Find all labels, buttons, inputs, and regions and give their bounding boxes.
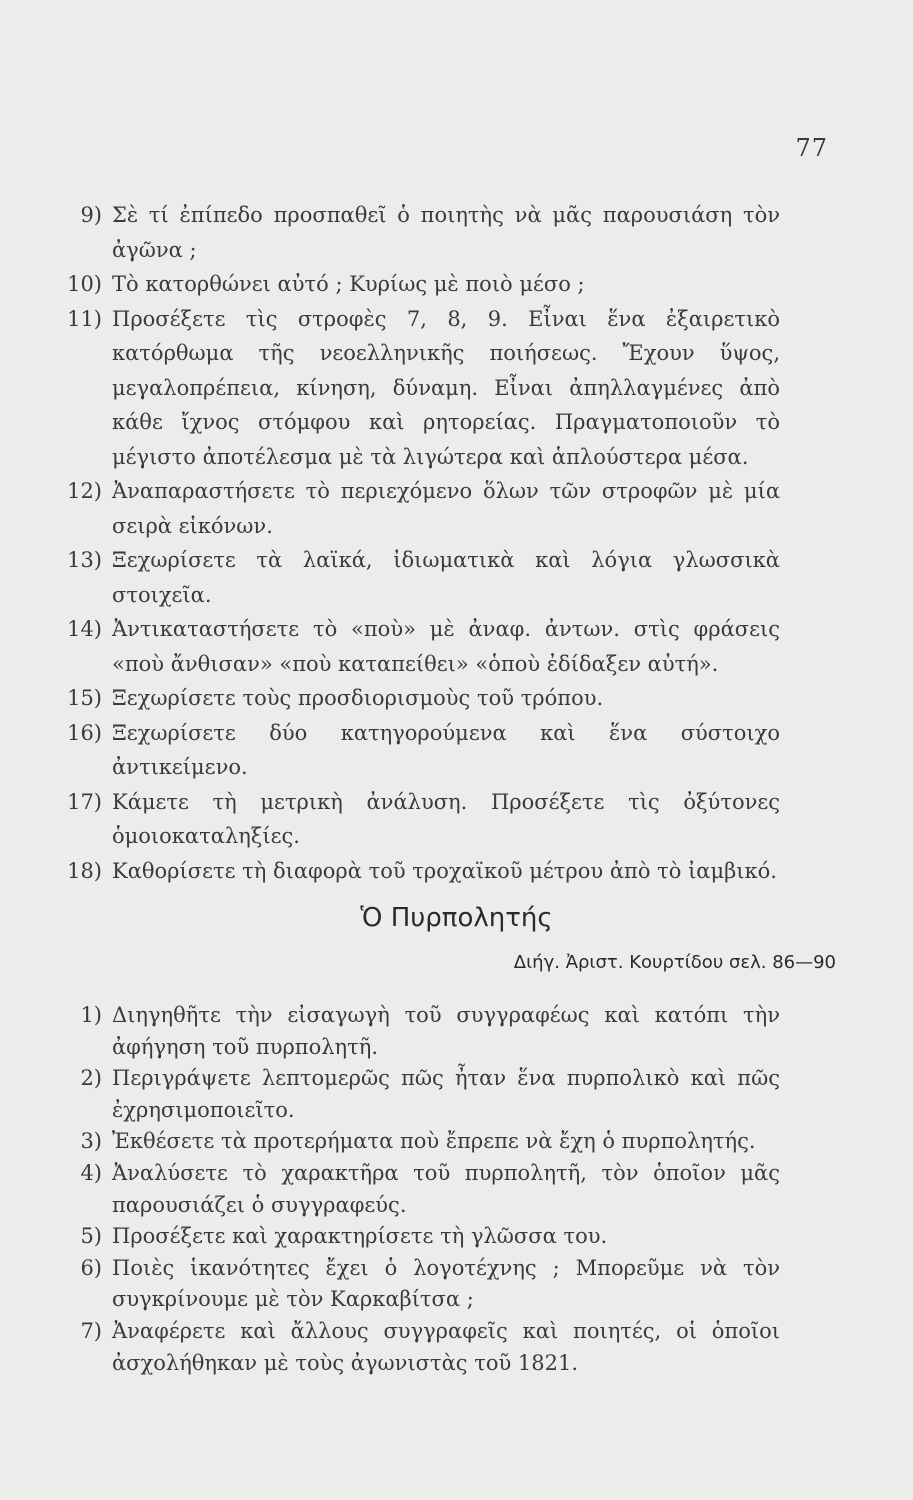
item-text: Ξεχωρίσετε τοὺς προσδιορισμοὺς τοῦ τρόπου. [112, 686, 604, 710]
list-item [0, 716, 913, 785]
item-text: Ἀναπαραστήσετε τὸ περιεχόμενο ὅλων τῶν στροφῶν μὲ μία σειρὰ εἰκόνων. [112, 479, 780, 538]
item-number: 4) [80, 1160, 102, 1185]
item-text: Ποιὲς ἱκανότητες ἔχει ὁ λογοτέχνης ; Μπορεῦμε νὰ τὸν συγκρίνουμε μὲ τὸν Καρκαβίτσα ; [112, 1255, 780, 1312]
item-number: 5) [80, 1224, 102, 1249]
list-item [0, 543, 913, 612]
item-text: Ἀναφέρετε καὶ ἄλλους συγγραφεῖς καὶ ποιητές, οἱ ὁποῖοι ἀσχολήθηκαν μὲ τοὺς ἀγωνιστὰς τοῦ 1821. [112, 1318, 780, 1375]
item-text: Προσέξετε καὶ χαρακτηρίσετε τὴ γλῶσσα του. [112, 1224, 608, 1249]
list-item [0, 198, 913, 267]
item-text: Καθορίσετε τὴ διαφορὰ τοῦ τροχαϊκοῦ μέτρου ἀπὸ τὸ ἰαμβικό. [112, 858, 777, 883]
item-number: 17) [67, 789, 102, 814]
list-item [0, 854, 913, 889]
item-text: Περιγράψετε λεπτομερῶς πῶς ἦταν ἕνα πυρπολικὸ καὶ πῶς ἐχρησιμοποιεῖτο. [112, 1066, 780, 1122]
item-number: 6) [80, 1255, 102, 1280]
item-number: 9) [80, 203, 102, 227]
item-number: 1) [80, 1003, 102, 1027]
item-number: 7) [80, 1318, 102, 1343]
item-number: 15) [67, 686, 102, 710]
item-number: 3) [80, 1129, 102, 1154]
item-number: 18) [67, 858, 102, 883]
item-text: Ἐκθέσετε τὰ προτερήματα ποὺ ἔπρεπε νὰ ἔχη ὁ πυρπολητής. [112, 1129, 756, 1154]
item-number: 16) [67, 720, 102, 745]
list-item [0, 302, 913, 475]
question-list-story [0, 1000, 913, 1379]
list-item [0, 1063, 913, 1126]
item-text: Κάμετε τὴ μετρικὴ ἀνάλυση. Προσέξετε τὶς ὀξύτονες ὁμοιοκαταληξίες. [112, 789, 780, 848]
item-number: 12) [67, 479, 102, 503]
item-text: Τὸ κατορθώνει αὐτό ; Κυρίως μὲ ποιὸ μέσο ; [112, 272, 585, 296]
item-text: Σὲ τί ἐπίπεδο προσπαθεῖ ὁ ποιητὴς νὰ μᾶς παρουσιάση τὸν ἀγῶνα ; [112, 203, 780, 262]
list-item [0, 612, 913, 681]
item-text: Ἀντικαταστήσετε τὸ «ποὺ» μὲ ἀναφ. ἀντων. στὶς φράσεις «ποὺ ἄνθισαν» «ποὺ καταπείθει» «ὁποὺ ἐδίδαξεν αὐτή». [112, 617, 780, 676]
item-number: 10) [67, 272, 102, 296]
item-number: 13) [67, 548, 102, 572]
question-list-poem [0, 198, 913, 888]
item-text: Ξεχωρίσετε δύο κατηγορούμενα καὶ ἕνα σύστοιχο ἀντικείμενο. [112, 720, 780, 779]
list-item [0, 1316, 913, 1379]
list-item [0, 1253, 913, 1316]
item-text: Ξεχωρίσετε τὰ λαϊκά, ἰδιωματικὰ καὶ λόγια γλωσσικὰ στοιχεῖα. [112, 548, 780, 607]
list-item [0, 1126, 913, 1158]
item-number: 11) [67, 306, 102, 331]
section-title: Ὁ Πυρπολητής [360, 903, 553, 933]
item-number: 2) [80, 1066, 102, 1091]
list-item [0, 681, 913, 716]
item-text: Προσέξετε τὶς στροφὲς 7, 8, 9. Εἶναι ἕνα ἐξαιρετικὸ κατόρθωμα τῆς νεοελληνικῆς ποιήσεως. Ἔχουν ὕψος, μεγαλοπρέπεια, κίνηση, δύναμη. Εἶναι ἀπηλλαγμένες ἀπὸ κάθε ἴχνος στόμφου καὶ ρητορείας. Πραγματοποιοῦν τὸ μέγιστο ἀποτέλεσμα μὲ τὰ λιγώτερα καὶ ἁπλούστερα μέσα. [112, 306, 780, 469]
list-item [0, 1221, 913, 1253]
list-item [0, 785, 913, 854]
list-item [0, 1000, 913, 1063]
list-item [0, 474, 913, 543]
section-reference: Διήγ. Ἀριστ. Κουρτίδου σελ. 86—90 [513, 952, 836, 973]
item-text: Διηγηθῆτε τὴν εἰσαγωγὴ τοῦ συγγραφέως καὶ κατόπι τὴν ἀφήγηση τοῦ πυρπολητῆ. [112, 1003, 780, 1059]
item-text: Ἀναλύσετε τὸ χαρακτῆρα τοῦ πυρπολητῆ, τὸν ὁποῖον μᾶς παρουσιάζει ὁ συγγραφεύς. [112, 1160, 780, 1217]
page-number: 77 [795, 134, 828, 162]
list-item [0, 1158, 913, 1221]
item-number: 14) [67, 617, 102, 641]
list-item [0, 267, 913, 302]
